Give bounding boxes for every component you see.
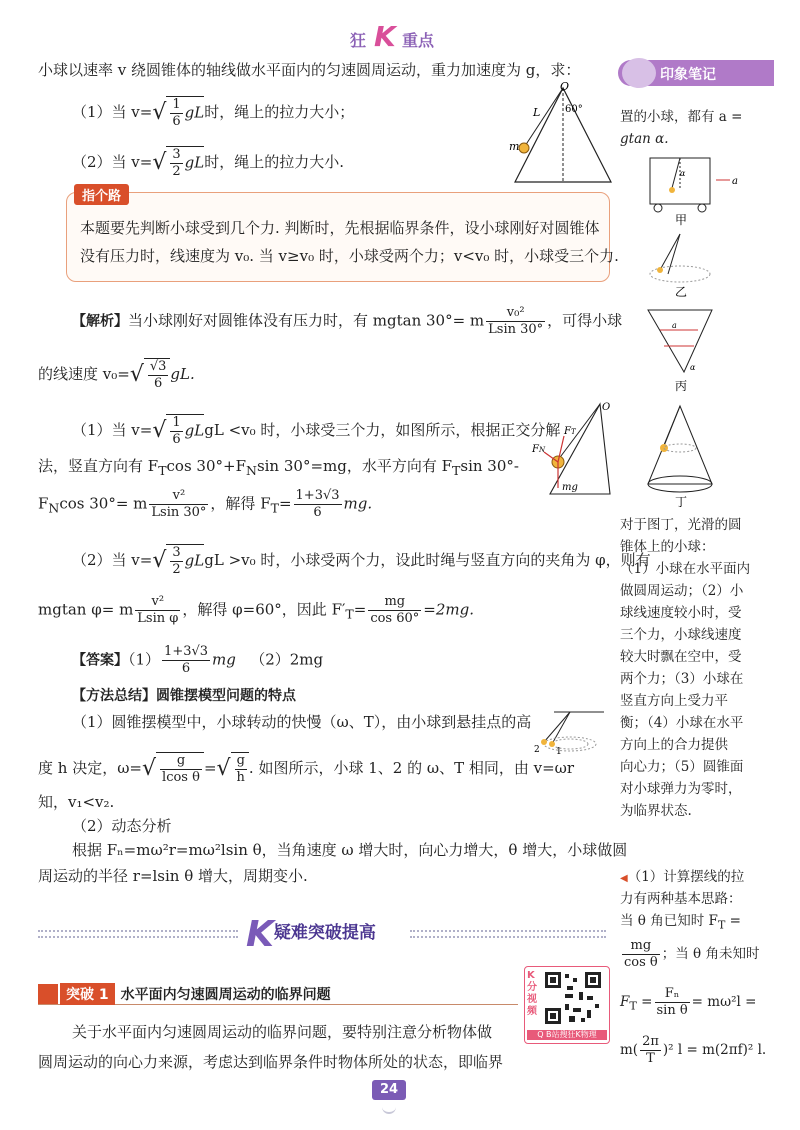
sidebar-d13: 对小球弹力为零时， bbox=[620, 781, 742, 797]
solution-line1: 【解析】当小球刚好对圆锥体没有压力时，有 mgtan 30°= m $\frac{\text{v₀²}}{Lsin 30^\circ}$ ，可得小球 bbox=[72, 305, 623, 337]
header-logo: K bbox=[374, 20, 396, 53]
sidebar-n2: gtan α. bbox=[620, 131, 669, 147]
sidebar-t4: $\frac{mg}{\text{cos θ}}$ ；当 θ 角未知时 bbox=[624, 938, 760, 970]
footer-ornament-icon bbox=[382, 1104, 396, 1114]
fig-label-l: L bbox=[533, 106, 541, 119]
fig-label-yi: 乙 bbox=[675, 285, 688, 299]
problem-intro: 小球以速率 v 绕圆锥体的轴线做水平面内的匀速圆周运动，重力加速度为 g，求： bbox=[38, 61, 581, 79]
fig-a-bing: a bbox=[672, 321, 677, 330]
sidebar-d14: 为临界状态. bbox=[620, 803, 692, 819]
fig-label-angle: 60° bbox=[565, 104, 583, 115]
problem-q1: （1）当 v=√ $\frac{1}{6}$ gL时，绳上的拉力大小； bbox=[72, 97, 355, 129]
sidebar-d6: 三个力，小球线速度 bbox=[620, 627, 742, 643]
fig-label-jia: 甲 bbox=[675, 213, 688, 227]
sidebar-d7: 较大时飘在空中，受 bbox=[620, 649, 742, 665]
fig-label-o: O bbox=[560, 82, 570, 93]
pendulum-figure bbox=[530, 708, 610, 758]
method-l6: 周运动的半径 r=lsin θ 增大，周期变小. bbox=[38, 867, 308, 885]
header-left: 狂 bbox=[350, 31, 367, 50]
method-l4: （2）动态分析 bbox=[72, 817, 172, 835]
cone-figure bbox=[505, 82, 615, 190]
running-header bbox=[340, 22, 470, 52]
hint-line2: 没有压力时，线速度为 v₀. 当 v≥v₀ 时，小球受两个力；v<v₀ 时，小球受三个力. bbox=[80, 247, 619, 265]
page-number: 24 bbox=[372, 1080, 406, 1100]
sidebar-t2: 力有两种基本思路： bbox=[620, 891, 742, 907]
sidebar-t3: 当 θ 角已知时 $F_T$ = bbox=[620, 913, 741, 932]
solution-part1-line2: 法，竖直方向有 $F_T\cos$ $30^\circ+F_N\sin$ 30°=mg，水平方向有 $F_T\sin$ 30°- bbox=[38, 457, 519, 478]
triangle-icon: ◀ bbox=[620, 873, 628, 884]
sidebar-d4: 做圆周运动；（2）小 bbox=[620, 583, 744, 599]
sidebar-d12: 向心力；（5）圆锥面 bbox=[620, 759, 744, 775]
header-right: 重点 bbox=[402, 31, 435, 50]
section-dots-right2 bbox=[410, 930, 606, 932]
sidebar-d5: 球线速度较小时，受 bbox=[620, 605, 742, 621]
fig-label-fn: FN bbox=[532, 444, 546, 455]
elephant-icon bbox=[622, 58, 656, 88]
hint-label: 指个路 bbox=[74, 184, 129, 205]
fig-label-ft: FT bbox=[564, 426, 576, 437]
solution-part1-line1: （1）当 v=√ $\frac{1}{6}$ gLgL <v₀ 时，小球受三个力，如图所示，根据正交分解 bbox=[72, 415, 561, 447]
method-l5: 根据 Fₙ=mω²r=mω²lsin θ，当角速度 ω 增大时，向心力增大，θ 增大，小球做圆 bbox=[72, 841, 628, 859]
sidebar-tag-label: 印象笔记 bbox=[660, 67, 716, 83]
qr-code[interactable] bbox=[543, 970, 603, 1026]
sidebar-d11: 方向上的合力提供 bbox=[620, 737, 728, 753]
fig-alpha-bing: α bbox=[690, 363, 696, 372]
method-l2: 度 h 决定，ω=√ $\frac{g}{\text{lcos θ}}$ =√ $\frac{g}{h}$ . 如图所示，小球 1、2 的 ω、T 相同，由 v=ωr bbox=[38, 753, 575, 785]
solution-part1-line3: $F_N\cos$ 30°= m $\frac{\text{v²}}{Lsin 30^\circ}$ ，解得 $F_T=$ $\frac{1+3√3}{6}$ mg. bbox=[38, 488, 373, 520]
sidebar-n1: 置的小球，都有 a = bbox=[620, 109, 743, 125]
fig-a-jia: a bbox=[732, 176, 738, 187]
sidebar-figures bbox=[620, 150, 750, 510]
sidebar-t1: ◀（1）计算摆线的拉 bbox=[620, 869, 745, 885]
fig-label-1: 1 bbox=[556, 747, 562, 757]
sidebar-d9: 竖直方向上受力平 bbox=[620, 693, 728, 709]
answer-line: 【答案】（1） $\frac{1+3√3}{6}$ mg （2）2mg bbox=[72, 644, 324, 676]
qr-label: K分视频 bbox=[527, 970, 537, 1017]
solution-part2-line2: mgtan φ= m $\frac{\text{v²}}{\text{Lsin φ}}$ ，解得 φ=60°，因此 $F'_T=$ $\frac{mg}{\cos 60^\circ}$ =2mg. bbox=[38, 594, 474, 626]
fig-label-mg: mg bbox=[562, 482, 578, 493]
solution-part2-line1: （2）当 v=√ $\frac{3}{2}$ gLgL >v₀ 时，小球受两个力，设此时绳与竖直方向的夹角为 φ，则有 bbox=[72, 545, 651, 577]
qr-caption: Q B站搜狂K物理 bbox=[527, 1030, 607, 1040]
sidebar-d2: 锥体上的小球： bbox=[620, 539, 715, 555]
sidebar-d1: 对于图丁，光滑的圆 bbox=[620, 517, 742, 533]
fig-label-bing: 丙 bbox=[675, 379, 688, 393]
breakthrough-badge: 突破 1 水平面内匀速圆周运动的临界问题 bbox=[38, 983, 331, 1005]
sidebar-t5: $F_T$ = $\frac{\text{Fₙ}}{\text{sin θ}}$ = mω²l = bbox=[620, 986, 757, 1018]
problem-q2: （2）当 v=√ $\frac{3}{2}$ gL时，绳上的拉力大小. bbox=[72, 147, 345, 179]
fig-label-ding: 丁 bbox=[675, 495, 688, 509]
section-dots-left bbox=[38, 936, 238, 938]
breakthrough-p1: 关于水平面内匀速圆周运动的临界问题，要特别注意分析物体做 bbox=[72, 1023, 493, 1041]
breakthrough-p2: 圆周运动的向心力来源，考虑达到临界条件时物体所处的状态，即临界 bbox=[38, 1053, 504, 1071]
solution-line2: 的线速度 v₀=√ $\frac{√3}{6}$ gL. bbox=[38, 359, 195, 391]
sidebar-d8: 两个力；（3）小球在 bbox=[620, 671, 744, 687]
fig-alpha-jia: α bbox=[680, 169, 686, 178]
section-dots-right bbox=[410, 936, 606, 938]
force-figure bbox=[530, 400, 615, 498]
method-title: 【方法总结】圆锥摆模型问题的特点 bbox=[72, 688, 296, 704]
sidebar-d3: （1）小球在水平面内 bbox=[620, 561, 751, 577]
method-l3: 知，v₁<v₂. bbox=[38, 793, 115, 811]
fig-label-m: m bbox=[509, 140, 520, 153]
sidebar-d10: 衡；（4）小球在水平 bbox=[620, 715, 744, 731]
fig-label-2: 2 bbox=[534, 745, 540, 755]
method-l1: （1）圆锥摆模型中，小球转动的快慢（ω、T），由小球到悬挂点的高 bbox=[72, 713, 532, 731]
fig-label-o2: O bbox=[602, 402, 611, 413]
section-title: K疑难突破提高 bbox=[246, 914, 376, 955]
section-dots-left2 bbox=[38, 930, 238, 932]
sidebar-t6: m( $\frac{2\pi}{T}$ )² l = m(2πf)² l. bbox=[620, 1034, 767, 1066]
hint-line1: 本题要先判断小球受到几个力. 判断时，先根据临界条件，设小球刚好对圆锥体 bbox=[80, 219, 600, 237]
